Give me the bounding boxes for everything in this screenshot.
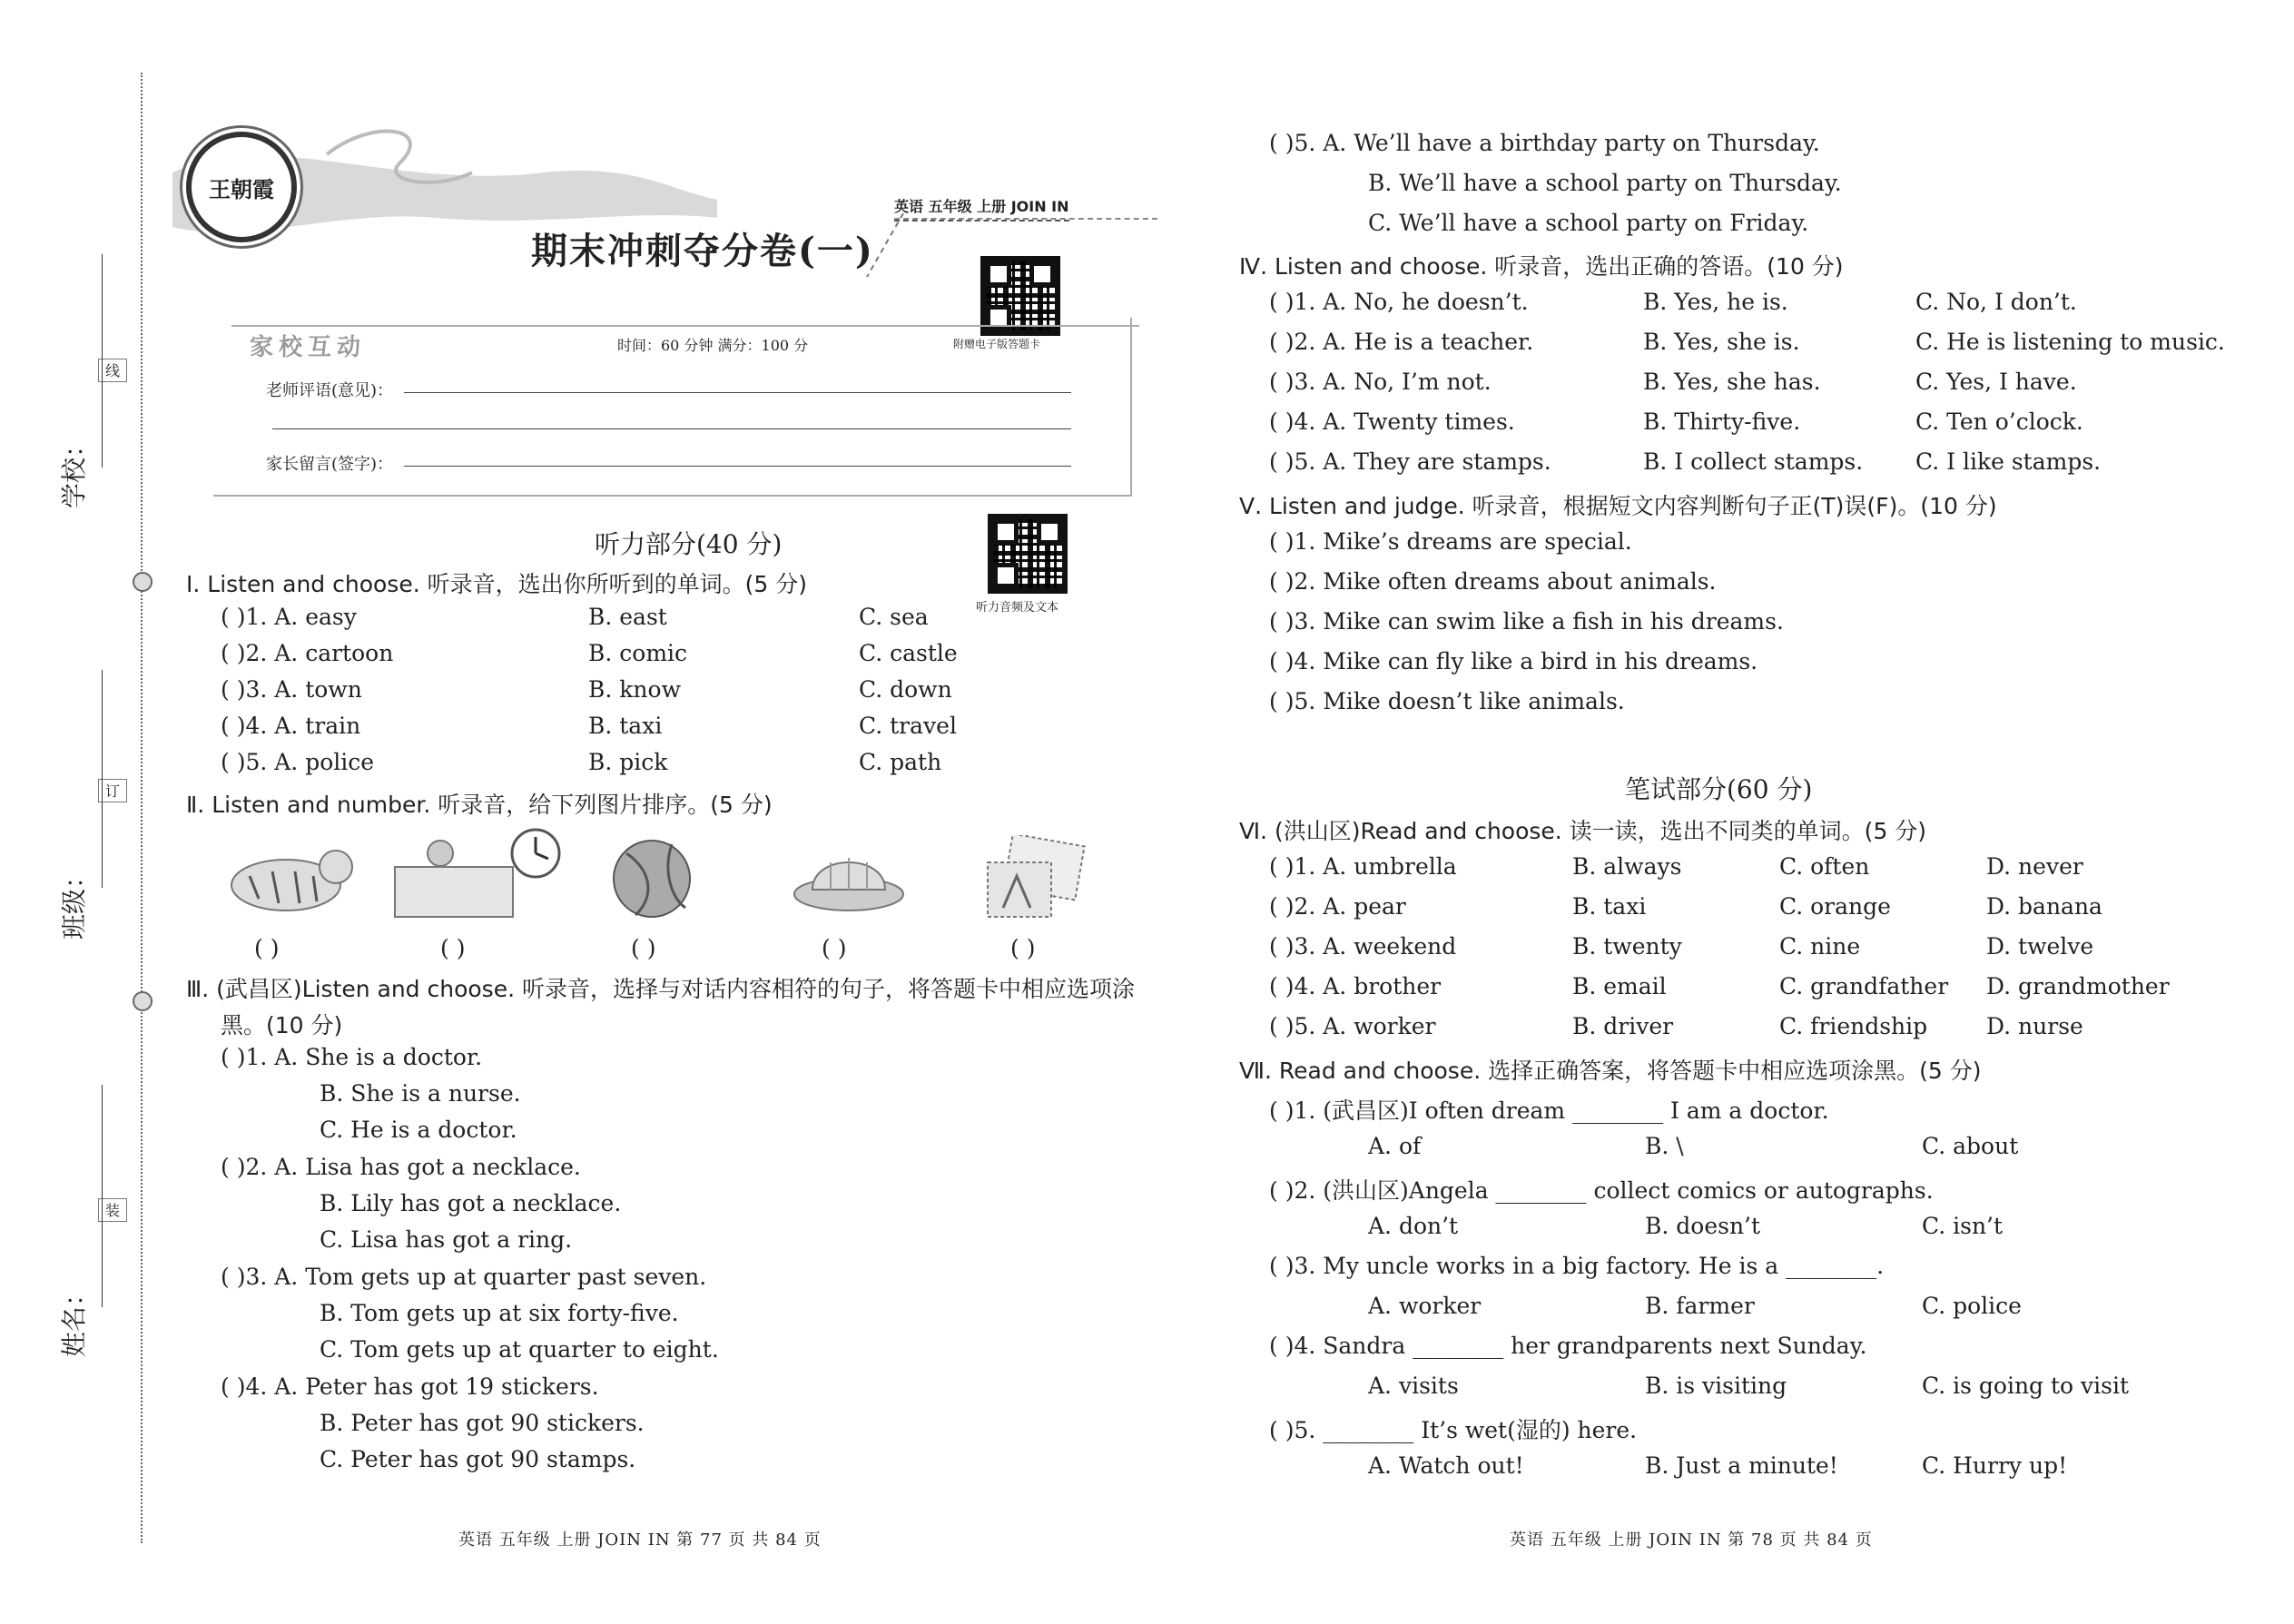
- name-label: 姓名：: [59, 1280, 89, 1357]
- qr-caption-audio: 听力音频及文本: [976, 601, 1059, 615]
- picture-5-answer[interactable]: ( ): [1010, 935, 1036, 961]
- teacher-comment-field-line2[interactable]: [272, 428, 1071, 429]
- option-b: B. She is a nurse.: [320, 1080, 521, 1107]
- page-title: 期末冲刺夺分卷(一): [531, 230, 874, 272]
- margin-mark-line: 线: [98, 359, 127, 382]
- question-5-2[interactable]: ( )2. Mike often dreams about animals.: [1269, 568, 1717, 595]
- picture-3-answer[interactable]: ( ): [631, 935, 656, 961]
- option-b: B. comic: [588, 640, 688, 666]
- option-b: B. I collect stamps.: [1643, 448, 1864, 475]
- question-5-5[interactable]: ( )5. Mike doesn’t like animals.: [1269, 688, 1625, 714]
- class-label: 班级：: [59, 862, 89, 940]
- option-d: D. grandmother: [1986, 973, 2170, 999]
- option-a: A. of: [1368, 1133, 1422, 1159]
- question-7-4[interactable]: ( )4. Sandra ________ her grandparents next Sunday.: [1269, 1333, 1867, 1359]
- home-school-box-top-rule: [231, 325, 1139, 327]
- section-3-heading-cont: 黑。(10 分): [221, 1012, 343, 1038]
- option-a: A. Watch out!: [1368, 1452, 1524, 1479]
- qr-caption-answer-card: 附赠电子版答题卡: [953, 338, 1041, 350]
- option-b: B. Yes, she has.: [1643, 369, 1821, 395]
- option-c: C. grandfather: [1779, 973, 1949, 999]
- time-score: 时间：60 分钟 满分：100 分: [617, 337, 809, 354]
- question-6-1[interactable]: ( )1. A. umbrella: [1269, 853, 1457, 880]
- option-b: B. We’ll have a school party on Thursday.: [1368, 170, 1842, 196]
- section-3-heading: Ⅲ. (武昌区)Listen and choose. 听录音，选择与对话内容相符的句子，将答题卡中相应选项涂: [186, 976, 1135, 1002]
- option-c: C. often: [1779, 853, 1870, 880]
- option-c: C. No, I don’t.: [1915, 289, 2077, 315]
- picture-4-answer[interactable]: ( ): [822, 935, 847, 961]
- question-7-3[interactable]: ( )3. My uncle works in a big factory. He is a ________.: [1269, 1253, 1885, 1279]
- subject-strip: 英语 五年级 上册 JOIN IN: [894, 195, 1069, 221]
- question-4-1[interactable]: ( )1. A. No, he doesn’t.: [1269, 289, 1529, 315]
- option-c: C. Peter has got 90 stamps.: [320, 1446, 636, 1472]
- brand-logo: [186, 132, 297, 242]
- option-b: B. know: [588, 676, 681, 703]
- picture-1-answer[interactable]: ( ): [254, 935, 280, 961]
- option-b: B. is visiting: [1645, 1373, 1787, 1399]
- option-b: B. east: [588, 604, 667, 630]
- question-1-4[interactable]: ( )4. A. train: [221, 713, 361, 739]
- question-1-5[interactable]: ( )5. A. police: [221, 749, 375, 775]
- option-c: C. He is a doctor.: [320, 1117, 517, 1143]
- page-footer-right: 英语 五年级 上册 JOIN IN 第 78 页 共 84 页: [1510, 1530, 1873, 1550]
- option-b: B. Lily has got a necklace.: [320, 1190, 622, 1216]
- option-d: D. nurse: [1986, 1013, 2083, 1039]
- option-b: B. twenty: [1572, 933, 1682, 960]
- option-b: B. driver: [1572, 1013, 1674, 1039]
- home-school-label: 家校互动: [250, 334, 367, 361]
- option-c: C. friendship: [1779, 1013, 1928, 1039]
- section-4-heading: Ⅳ. Listen and choose. 听录音，选出正确的答语。(10 分): [1239, 253, 1844, 280]
- option-b: B. \: [1645, 1133, 1684, 1159]
- option-b: B. pick: [588, 749, 668, 775]
- question-4-4[interactable]: ( )4. A. Twenty times.: [1269, 408, 1515, 435]
- question-4-2[interactable]: ( )2. A. He is a teacher.: [1269, 329, 1534, 355]
- option-c: C. path: [859, 749, 942, 775]
- section-5-heading: Ⅴ. Listen and judge. 听录音，根据短文内容判断句子正(T)误(F)。(10 分): [1239, 493, 1997, 519]
- option-b: B. Just a minute!: [1645, 1452, 1838, 1479]
- teacher-comment-label: 老师评语(意见)：: [266, 381, 394, 400]
- ball-picture: [608, 835, 699, 921]
- question-3-3[interactable]: ( )3. A. Tom gets up at quarter past seven.: [221, 1264, 707, 1290]
- option-b: B. Tom gets up at six forty-five.: [320, 1300, 679, 1326]
- header-dash-line: [894, 218, 1157, 220]
- question-6-5[interactable]: ( )5. A. worker: [1269, 1013, 1436, 1039]
- classroom-clock-picture: [390, 826, 563, 921]
- question-1-3[interactable]: ( )3. A. town: [221, 676, 362, 703]
- option-c: C. He is listening to music.: [1915, 329, 2225, 355]
- question-7-5[interactable]: ( )5. ________ It’s wet(湿的) here.: [1269, 1417, 1638, 1443]
- margin-mark-attach: 装: [98, 1198, 127, 1222]
- logo-text: 王朝霞: [209, 176, 274, 202]
- option-b: B. always: [1572, 853, 1682, 880]
- question-5-4[interactable]: ( )4. Mike can fly like a bird in his dreams.: [1269, 648, 1758, 674]
- question-3-4[interactable]: ( )4. A. Peter has got 19 stickers.: [221, 1373, 599, 1400]
- question-4-3[interactable]: ( )3. A. No, I’m not.: [1269, 369, 1492, 395]
- question-3-1[interactable]: ( )1. A. She is a doctor.: [221, 1044, 483, 1070]
- option-c: C. isn’t: [1922, 1213, 2004, 1239]
- option-b: B. farmer: [1645, 1293, 1755, 1319]
- question-6-4[interactable]: ( )4. A. brother: [1269, 973, 1442, 999]
- option-b: B. Yes, she is.: [1643, 329, 1800, 355]
- section-2-heading: Ⅱ. Listen and number. 听录音，给下列图片排序。(5 分): [186, 792, 773, 818]
- listening-section-title: 听力部分(40 分): [595, 529, 783, 559]
- option-c: C. down: [859, 676, 952, 703]
- option-c: C. We’ll have a school party on Friday.: [1368, 210, 1809, 236]
- option-b: B. taxi: [588, 713, 663, 739]
- option-c: C. nine: [1779, 933, 1861, 960]
- option-b: B. Peter has got 90 stickers.: [320, 1410, 645, 1436]
- option-c: C. Tom gets up at quarter to eight.: [320, 1336, 719, 1363]
- question-4-5[interactable]: ( )5. A. They are stamps.: [1269, 448, 1551, 475]
- option-d: D. banana: [1986, 893, 2102, 920]
- option-d: D. never: [1986, 853, 2083, 880]
- option-a: A. visits: [1368, 1373, 1459, 1399]
- option-c: C. sea: [859, 604, 929, 630]
- parent-comment-field[interactable]: [404, 466, 1071, 467]
- option-a: A. worker: [1368, 1293, 1482, 1319]
- tiger-picture: [222, 831, 359, 921]
- section-1-heading: Ⅰ. Listen and choose. 听录音，选出你所听到的单词。(5 分): [186, 571, 807, 597]
- option-c: C. Ten o’clock.: [1915, 408, 2083, 435]
- stamps-picture: [980, 835, 1089, 921]
- option-c: C. orange: [1779, 893, 1891, 920]
- option-b: B. taxi: [1572, 893, 1647, 920]
- option-c: C. travel: [859, 713, 957, 739]
- question-5-3[interactable]: ( )3. Mike can swim like a fish in his dreams.: [1269, 608, 1784, 635]
- question-3-2[interactable]: ( )2. A. Lisa has got a necklace.: [221, 1154, 581, 1180]
- option-c: C. about: [1922, 1133, 2019, 1159]
- school-label: 学校：: [59, 431, 89, 508]
- writing-section-title: 笔试部分(60 分): [1625, 774, 1813, 804]
- section-6-heading: Ⅵ. (洪山区)Read and choose. 读一读，选出不同类的单词。(5 分): [1239, 818, 1927, 844]
- question-1-1[interactable]: ( )1. A. easy: [221, 604, 357, 630]
- option-b: B. email: [1572, 973, 1667, 999]
- option-a: A. don’t: [1368, 1213, 1459, 1239]
- option-d: D. twelve: [1986, 933, 2094, 960]
- question-6-2[interactable]: ( )2. A. pear: [1269, 893, 1406, 920]
- option-c: C. Lisa has got a ring.: [320, 1226, 573, 1253]
- question-6-3[interactable]: ( )3. A. weekend: [1269, 933, 1457, 960]
- option-b: B. Yes, he is.: [1643, 289, 1788, 315]
- question-7-2[interactable]: ( )2. (洪山区)Angela ________ collect comics or autographs.: [1269, 1177, 1934, 1204]
- option-c: C. Yes, I have.: [1915, 369, 2077, 395]
- hat-picture: [790, 844, 908, 917]
- right-page: [1207, 0, 2294, 1624]
- option-c: C. police: [1922, 1293, 2022, 1319]
- question-7-1[interactable]: ( )1. (武昌区)I often dream ________ I am a doctor.: [1269, 1097, 1829, 1124]
- page-footer-left: 英语 五年级 上册 JOIN IN 第 77 页 共 84 页: [458, 1530, 822, 1550]
- option-b: B. Thirty-five.: [1643, 408, 1801, 435]
- parent-comment-label: 家长留言(签字)：: [266, 455, 394, 474]
- listening-audio-qr-code[interactable]: [988, 514, 1068, 594]
- section-7-heading: Ⅶ. Read and choose. 选择正确答案，将答题卡中相应选项涂黑。(5 分): [1239, 1058, 1982, 1084]
- picture-2-answer[interactable]: ( ): [440, 935, 466, 961]
- option-c: C. Hurry up!: [1922, 1452, 2068, 1479]
- question-5-1[interactable]: ( )1. Mike’s dreams are special.: [1269, 528, 1632, 555]
- option-c: C. castle: [859, 640, 958, 666]
- question-1-2[interactable]: ( )2. A. cartoon: [221, 640, 394, 666]
- margin-mark-bind: 订: [98, 779, 127, 802]
- teacher-comment-field[interactable]: [404, 392, 1071, 393]
- question-3-5[interactable]: ( )5. A. We’ll have a birthday party on Thursday.: [1269, 130, 1820, 156]
- option-c: C. is going to visit: [1922, 1373, 2130, 1399]
- option-c: C. I like stamps.: [1915, 448, 2102, 475]
- option-b: B. doesn’t: [1645, 1213, 1761, 1239]
